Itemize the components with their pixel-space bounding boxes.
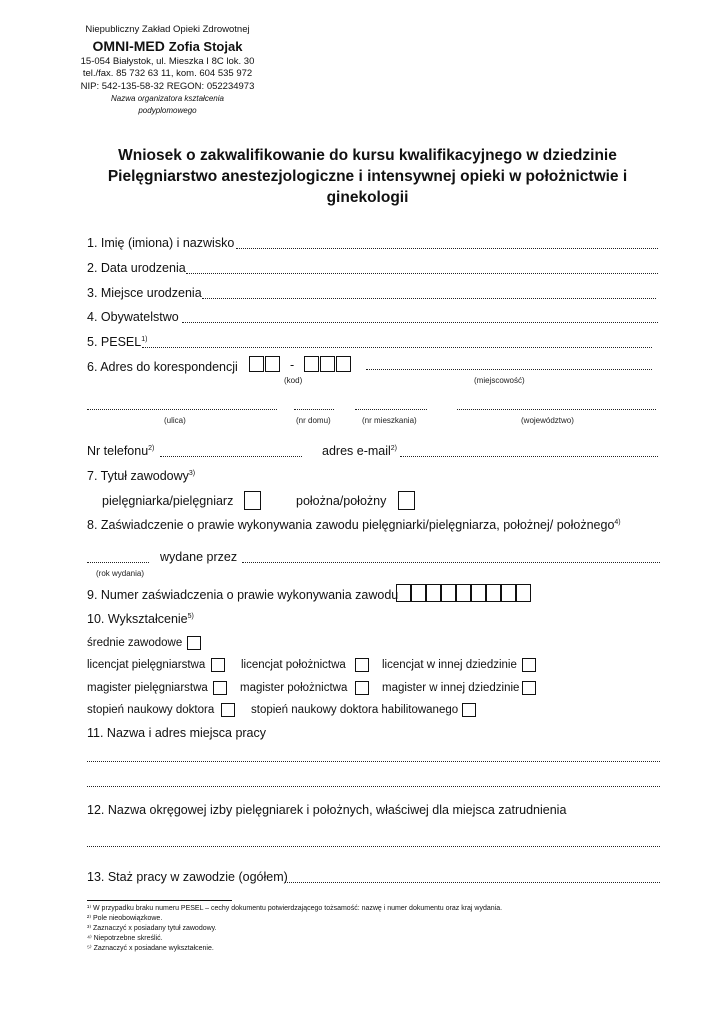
field-10-text: 10. Wykształcenie <box>87 612 188 626</box>
org-address: 15-054 Białystok, ul. Mieszka I 8C lok. 30 <box>80 55 255 67</box>
workplace-line-1[interactable] <box>87 761 660 762</box>
footnote-divider <box>87 900 232 901</box>
postal-code-box-5[interactable] <box>336 356 351 372</box>
brand-bold: OMNI-MED <box>92 37 165 54</box>
house-number-line[interactable] <box>294 409 334 410</box>
postal-code-box-3[interactable] <box>304 356 319 372</box>
org-ids: NIP: 542-135-58-32 REGON: 052234973 <box>80 80 255 92</box>
option-nurse-checkbox[interactable] <box>244 491 261 510</box>
footnote-5: ⁵⁾ Zaznaczyć x posiadane wykształcenie. <box>87 945 214 952</box>
field-4-line[interactable] <box>182 322 658 323</box>
edu-bachelor-midwifery-label: licencjat położnictwa <box>241 659 346 671</box>
footnote-ref-5: 5) <box>187 612 194 620</box>
field-13-label: 13. Staż pracy w zawodzie (ogółem) <box>87 870 288 884</box>
brand-owner: Zofia Stojak <box>168 38 243 54</box>
edu-habilitation-label: stopień naukowy doktora habilitowanego <box>251 704 459 716</box>
org-line: Niepubliczny Zakład Opieki Zdrowotnej <box>85 24 250 35</box>
edu-master-nursing-label: magister pielęgniarstwa <box>87 682 208 694</box>
phone-label <box>87 444 154 458</box>
edu-master-other-label: magister w innej dziedzinie <box>382 682 520 694</box>
caption-town: (miejscowość) <box>474 376 525 385</box>
postal-code-box-1[interactable] <box>249 356 264 372</box>
edu-secondary-label: średnie zawodowe <box>87 637 183 649</box>
edu-bachelor-midwifery-checkbox[interactable] <box>355 658 369 672</box>
edu-habilitation-checkbox[interactable] <box>462 703 476 717</box>
phone-text: Nr telefonu <box>87 444 149 458</box>
caption-province: (województwo) <box>521 416 574 425</box>
caption-postal-code: (kod) <box>284 376 303 385</box>
license-number-box-6[interactable] <box>471 584 486 602</box>
caption-house-number: (nr domu) <box>296 416 331 425</box>
edu-doctor-label: stopień naukowy doktora <box>87 704 215 716</box>
organizer-note-1: Nazwa organizatora kształcenia <box>111 94 224 104</box>
footnote-2: ²⁾ Pole nieobowiązkowe. <box>87 915 163 922</box>
field-4-label: 4. Obywatelstwo <box>87 310 179 324</box>
field-5-label <box>87 335 147 349</box>
field-2-label: 2. Data urodzenia <box>87 261 186 275</box>
edu-doctor-checkbox[interactable] <box>221 703 235 717</box>
field-1-line[interactable] <box>236 248 658 249</box>
email-label <box>322 444 397 458</box>
license-number-box-9[interactable] <box>516 584 531 602</box>
page-title: Wniosek o zakwalifikowanie do kursu kwalifikacyjnego w dziedzinie Pielęgniarstwo anestezjologiczne i intensywnej opieki w położnictwie i ginekologii <box>107 147 628 206</box>
footnote-ref-4: 4) <box>614 518 621 526</box>
caption-issue-year: (rok wydania) <box>96 569 145 578</box>
email-text: adres e-mail <box>322 444 391 458</box>
seniority-line[interactable] <box>285 882 660 883</box>
field-3-line[interactable] <box>202 298 656 299</box>
option-nurse-label: pielęgniarka/pielęgniarz <box>102 494 234 508</box>
field-1-label: 1. Imię (imiona) i nazwisko <box>87 236 235 250</box>
option-midwife-checkbox[interactable] <box>398 491 415 510</box>
postal-code-box-2[interactable] <box>265 356 280 372</box>
phone-line[interactable] <box>160 456 302 457</box>
footnote-3: ³⁾ Zaznaczyć x posiadany tytuł zawodowy. <box>87 925 217 932</box>
email-line[interactable] <box>400 456 658 457</box>
field-6-label: 6. Adres do korespondencji <box>87 360 238 374</box>
license-number-box-3[interactable] <box>426 584 441 602</box>
edu-bachelor-nursing-checkbox[interactable] <box>211 658 225 672</box>
edu-bachelor-other-checkbox[interactable] <box>522 658 536 672</box>
org-phone: tel./fax. 85 732 63 11, kom. 604 535 972 <box>82 68 253 80</box>
edu-bachelor-nursing-label: licencjat pielęgniarstwa <box>87 659 206 671</box>
field-7-label <box>87 469 195 483</box>
organizer-note-2: podyplomowego <box>138 106 197 116</box>
option-midwife-label: położna/położny <box>296 494 387 508</box>
field-8-text: 8. Zaświadczenie o prawie wykonywania zawodu pielęgniarki/pielęgniarza, położnej/ położnego <box>87 518 615 532</box>
street-line[interactable] <box>87 409 277 410</box>
field-5-line[interactable] <box>142 347 652 348</box>
edu-secondary-checkbox[interactable] <box>187 636 201 650</box>
issued-by-label: wydane przez <box>160 550 238 564</box>
field-2-line[interactable] <box>186 273 658 274</box>
field-12-label: 12. Nazwa okręgowej izby pielęgniarek i położnych, właściwej dla miejsca zatrudnienia <box>87 803 567 817</box>
footnote-ref-2a: 2) <box>148 444 155 452</box>
footnote-1: ¹⁾ W przypadku braku numeru PESEL – cechy dokumentu potwierdzającego tożsamość: nazwę i numer dokumentu oraz kraj wydania. <box>87 905 503 912</box>
chamber-line[interactable] <box>87 846 660 847</box>
field-11-label: 11. Nazwa i adres miejsca pracy <box>87 726 267 740</box>
issue-year-line[interactable] <box>87 562 149 563</box>
organizer-header <box>70 24 265 117</box>
license-number-box-1[interactable] <box>396 584 411 602</box>
edu-master-nursing-checkbox[interactable] <box>213 681 227 695</box>
caption-street: (ulica) <box>164 416 186 425</box>
license-number-box-8[interactable] <box>501 584 516 602</box>
edu-master-midwifery-label: magister położnictwa <box>240 682 348 694</box>
field-8-label <box>87 518 621 532</box>
license-number-box-5[interactable] <box>456 584 471 602</box>
edu-bachelor-other-label: licencjat w innej dziedzinie <box>382 659 517 671</box>
field-5-text: 5. PESEL <box>87 335 142 349</box>
footnote-ref-3: 3) <box>188 469 196 477</box>
issued-by-line[interactable] <box>242 562 660 563</box>
license-number-box-7[interactable] <box>486 584 501 602</box>
brand-name <box>70 37 265 56</box>
workplace-line-2[interactable] <box>87 786 660 787</box>
postal-code-box-4[interactable] <box>320 356 335 372</box>
footnote-ref-2b: 2) <box>390 444 398 452</box>
caption-flat-number: (nr mieszkania) <box>362 416 417 425</box>
field-9-label: 9. Numer zaświadczenia o prawie wykonywania zawodu <box>87 588 399 602</box>
license-number-box-4[interactable] <box>441 584 456 602</box>
license-number-box-2[interactable] <box>411 584 426 602</box>
edu-master-midwifery-checkbox[interactable] <box>355 681 369 695</box>
footnote-ref-1: 1) <box>141 335 148 343</box>
town-line[interactable] <box>366 369 652 370</box>
edu-master-other-checkbox[interactable] <box>522 681 536 695</box>
field-3-label: 3. Miejsce urodzenia <box>87 286 202 300</box>
province-line[interactable] <box>457 409 656 410</box>
field-10-label <box>87 612 194 626</box>
flat-number-line[interactable] <box>355 409 427 410</box>
footnote-4: ⁴⁾ Niepotrzebne skreślić. <box>87 935 163 942</box>
field-7-text: 7. Tytuł zawodowy <box>87 469 189 483</box>
postal-code-dash: - <box>290 358 295 372</box>
